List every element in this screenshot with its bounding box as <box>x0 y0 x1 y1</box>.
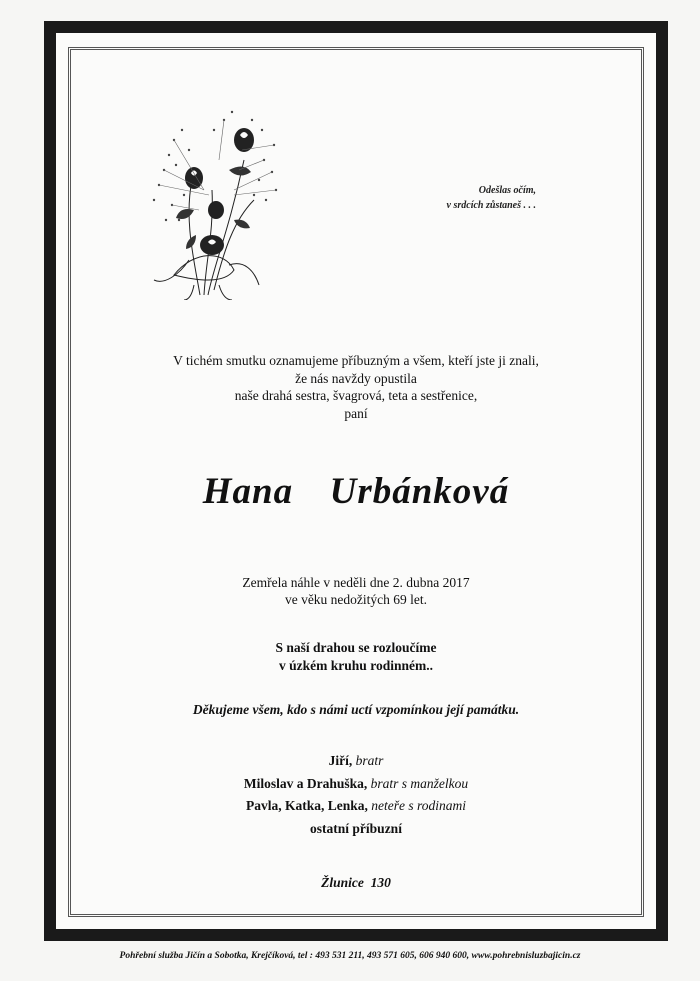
farewell-line-2: v úzkém kruhu rodinném.. <box>279 658 433 673</box>
epigraph-line-2: v srdcích zůstaneš . . . <box>446 200 536 211</box>
announcement-line-2: že nás navždy opustila <box>295 370 417 386</box>
deceased-name: Hana Urbánková <box>202 471 510 512</box>
rose-bouquet-icon <box>134 100 284 300</box>
mourner-names: ostatní příbuzní <box>310 820 402 836</box>
mourner-row <box>56 773 656 796</box>
mourner-row <box>56 795 656 818</box>
mourner-relation: neteře s rodinami <box>367 798 466 813</box>
death-line-1: Zemřela náhle v neděli dne 2. dubna 2017 <box>242 575 470 590</box>
announcement-line-1: V tichém smutku oznamujeme příbuzným a všem, kteří jste ji znali, <box>173 353 539 368</box>
death-line-2: ve věku nedožitých 69 let. <box>284 592 428 607</box>
mourning-frame <box>44 21 668 941</box>
funeral-service-footer: Pohřební služba Jičín a Sobotka, Krejčíková, tel : 493 531 211, 493 571 605, 606 940 600, www.pohrebnisluzbajicin.cz <box>119 951 581 961</box>
mourner-row <box>56 750 656 773</box>
mourner-names: Pavla, Katka, Lenka, <box>245 798 368 813</box>
address: Žlunice 130 <box>321 875 391 890</box>
farewell-notice <box>56 639 656 675</box>
thanks-note: Děkujeme všem, kdo s námi uctí vzpomínkou její památku. <box>192 702 520 717</box>
mourner-relation: bratr s manželkou <box>367 775 469 791</box>
epigraph <box>396 183 536 213</box>
mourner-names: Jiří, <box>328 753 353 768</box>
mourner-row <box>56 818 656 841</box>
announcement-line-4: paní <box>344 405 368 421</box>
mourner-names: Miloslav a Drahuška, <box>243 775 368 791</box>
announcement <box>56 352 656 422</box>
epigraph-line-1: Odešlas očím, <box>478 185 536 196</box>
death-notice <box>56 574 656 608</box>
announcement-line-3: naše drahá sestra, švagrová, teta a sestřenice, <box>234 388 478 403</box>
mourner-relation: bratr <box>352 753 384 768</box>
mourners-list <box>56 750 656 840</box>
farewell-line-1: S naší drahou se rozloučíme <box>275 640 437 655</box>
